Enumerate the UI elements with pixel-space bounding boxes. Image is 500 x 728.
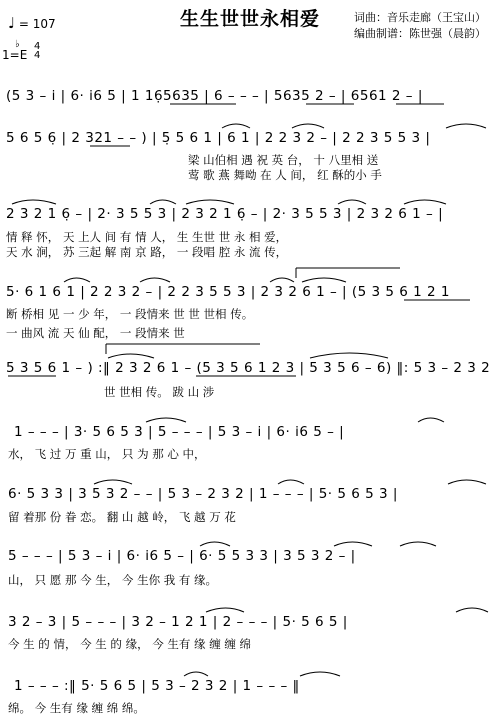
slur <box>184 672 208 676</box>
slur <box>338 200 366 204</box>
row-2-lyrics-1: 梁 山伯相 遇 祝 英 台， 十 八里相 送 <box>188 153 379 167</box>
row-9-notes: 3 2 – 3 | 5 – – – | 3 2 – 1 2 1 | 2 – – – | 5· 5 6 5 | <box>8 614 348 630</box>
slur <box>94 480 132 484</box>
slur <box>292 124 324 128</box>
row-7-lyrics-1: 留 着那 份 眷 恋。 翻 山 越 岭， 飞 越 万 花 <box>8 510 236 524</box>
slur <box>334 542 372 546</box>
row-2-notes: 5 6 5 6̣ | 2 321 – – ) | 5̣ 5 6 1 | 6 1 | 2 2 3 2 – | 2 2 3 5 5 3 | <box>6 130 431 146</box>
slur <box>448 480 486 484</box>
row-2-lyrics-2: 莺 歌 燕 舞呦 在 人 间， 红 酥的小 手 <box>188 168 382 182</box>
row-1-notes: (5 3 – i | 6· i6 5 | 1 16̣5635 | 6 – – – | 5635 2 – | 6561 2 – | <box>6 88 423 104</box>
key-value: 1=E <box>2 48 28 62</box>
slur <box>150 200 176 204</box>
slur <box>12 200 56 204</box>
row-3-lyrics-2: 天 水 涧， 苏 三起 解 南 京 路， 一 段唱 腔 永 流 传， <box>6 245 288 259</box>
slur <box>278 480 304 484</box>
row-4-lyrics-2: 一 曲风 流 天 仙 配， 一 段情来 世 <box>6 326 185 340</box>
slur <box>400 542 436 546</box>
row-9-lyrics-1: 今 生 的 情， 今 生 的 缘， 今 生有 缘 缠 缠 绵 <box>8 637 252 651</box>
flat-sign: ♭ <box>15 39 20 50</box>
row-6-lyrics-1: 水， 飞 过 万 重 山， 只 为 那 心 中， <box>8 447 206 461</box>
slur <box>456 608 488 612</box>
slur <box>404 200 446 204</box>
tempo-value: = 107 <box>18 17 56 31</box>
slur <box>146 418 186 422</box>
slur <box>310 353 388 358</box>
slur <box>270 278 294 282</box>
row-5-lyrics-1: 世 世相 传。 跋 山 涉 <box>104 385 215 399</box>
quarter-note-icon: ♩ <box>8 14 16 32</box>
row-3-lyrics-1: 情 释 怀， 天 上人 间 有 情 人， 生 生世 世 永 相 爱， <box>6 230 288 244</box>
slur <box>206 608 244 612</box>
row-8-notes: 5 – – – | 5 3 – i | 6· i6 5 – | 6· 5 5 3 3 | 3 5 3 2 – | <box>8 548 356 564</box>
row-4-lyrics-1: 断 桥相 见 一 少 年， 一 段情来 世 世 世相 传。 <box>6 307 254 321</box>
slur <box>186 200 234 204</box>
row-10-lyrics-1: 绵。 今 生有 缘 缠 绵 绵。 <box>8 701 145 715</box>
row-3-notes: 2 3 2 1 6̣ – | 2· 3 5 5 3 | 2 3 2 1 6̣ – | 2· 3 5 5 3 | 2 3 2 6 1 – | <box>6 206 444 222</box>
time-bottom: 4 <box>34 50 41 61</box>
slur <box>222 124 250 128</box>
row-8-lyrics-1: 山， 只 愿 那 今 生， 今 生你 我 有 缘。 <box>8 573 218 587</box>
row-10-notes: 1 – – – :‖ 5· 5 6 5 | 5 3 – 2 3 2 | 1 – – – ‖ <box>14 678 300 694</box>
credit-lyrics-music: 词曲：音乐走廊（王宝山） <box>354 11 486 24</box>
slur <box>446 124 486 128</box>
slur <box>200 542 230 546</box>
credit-arranger: 编曲制谱：陈世强（晨韵） <box>354 27 486 40</box>
time-top: 4 <box>34 41 41 52</box>
slur <box>108 354 154 358</box>
slur <box>64 278 90 282</box>
slur <box>140 278 170 282</box>
row-6-notes: 1 – – – | 3· 5 6 5 3 | 5 – – – | 5 3 – i | 6· i6 5 – | <box>14 424 345 440</box>
row-5-notes: 5 3 5 6 1 – ) :‖ 2 3 2 6 1 – (5 3 5 6 1 2 3 | 5 3 5 6 – 6) ‖: 5 3 – 2 3 2 <box>6 360 491 376</box>
row-7-notes: 6· 5 3 3 | 3 5 3 2 – – | 5 3 – 2 3 2 | 1 – – – | 5· 5 6 5 3 | <box>8 486 398 502</box>
slur <box>302 278 346 282</box>
slur <box>418 418 444 422</box>
page-title: 生生世世永相爱 <box>179 8 320 30</box>
slur <box>300 672 340 676</box>
row-4-notes: 5· 6 1 6 1 | 2 2 3 2 – | 2 2 3 5 5 3 | 2 3 2 6 1 – | (5 3 5 6 1 2 1 <box>6 284 450 300</box>
